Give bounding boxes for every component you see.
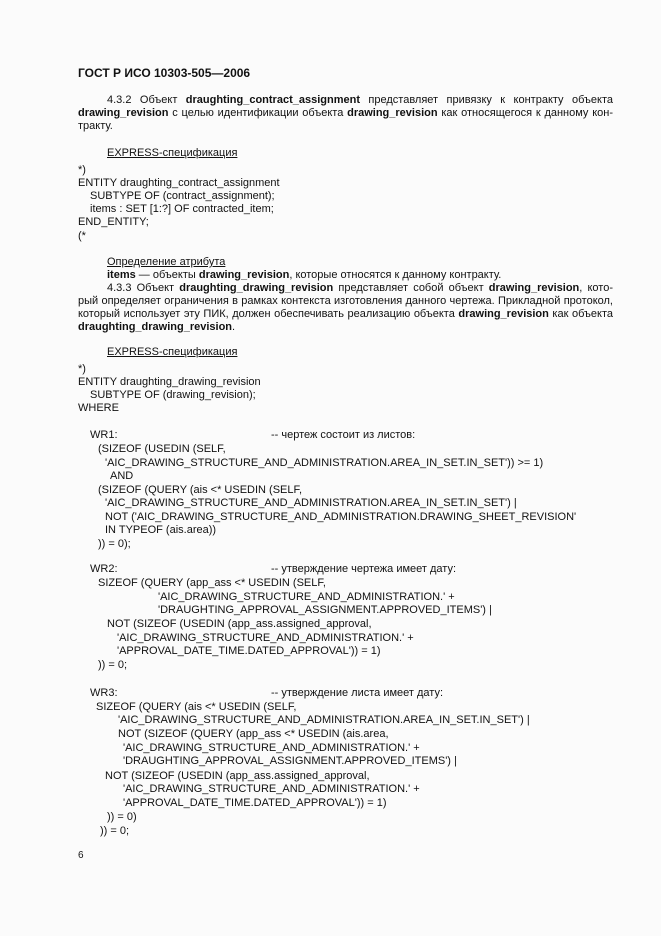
wr2-label: WR2: [90, 563, 118, 575]
code-line: 'AIC_DRAWING_STRUCTURE_AND_ADMINISTRATION.' + [123, 783, 420, 795]
code-line: IN TYPEOF (ais.area)) [105, 524, 217, 536]
code-line: (SIZEOF (USEDIN (SELF, [98, 443, 226, 455]
paragraph-4-3-2-line [78, 93, 613, 107]
code-line: 'AIC_DRAWING_STRUCTURE_AND_ADMINISTRATION.AREA_IN_SET.IN_SET') | [118, 714, 530, 726]
code-line: (SIZEOF (QUERY (ais <* USEDIN (SELF, [98, 484, 303, 496]
code-line: END_ENTITY; [78, 216, 149, 228]
text: , которые относятся к данному контракту. [289, 269, 502, 281]
code-line: ENTITY draughting_contract_assignment [78, 177, 280, 189]
text: который использует эту ПИК, должен обеспечивать реализацию объекта [78, 308, 459, 320]
entity-name: draughting_contract_assignment [185, 94, 360, 106]
code-line: 'AIC_DRAWING_STRUCTURE_AND_ADMINISTRATION.AREA_IN_SET.IN_SET')) >= 1) [105, 457, 544, 469]
code-line: 'DRAUGHTING_APPROVAL_ASSIGNMENT.APPROVED_ITEMS') | [158, 604, 492, 616]
code-line: NOT (SIZEOF (QUERY (app_ass <* USEDIN (ais.area, [118, 728, 389, 740]
code-line: items : SET [1:?] OF contracted_item; [90, 203, 274, 215]
text: — объекты [135, 269, 199, 281]
code-line: AND [110, 470, 134, 482]
code-line: SUBTYPE OF (drawing_revision); [90, 389, 256, 401]
code-line: SUBTYPE OF (contract_assignment); [90, 190, 275, 202]
code-line: NOT (SIZEOF (USEDIN (app_ass.assigned_approval, [105, 770, 370, 782]
code-line: 'AIC_DRAWING_STRUCTURE_AND_ADMINISTRATION.' + [117, 632, 414, 644]
wr3-label: WR3: [90, 687, 118, 699]
text: представляет собой объект [333, 282, 489, 294]
text: с целью идентификации объекта [168, 107, 348, 119]
code-line: SIZEOF (QUERY (ais <* USEDIN (SELF, [96, 701, 297, 713]
text: как относящегося к данному кон- [437, 107, 613, 119]
document-header: ГОСТ Р ИСО 10303-505—2006 [78, 66, 251, 80]
attribute-name: items [107, 269, 136, 281]
entity-name: drawing_revision [347, 107, 438, 119]
text: , кото- [579, 282, 613, 294]
wr1-comment: -- чертеж состоит из листов: [271, 429, 416, 441]
code-line: *) [78, 164, 86, 176]
text: 4.3.3 Объект [107, 282, 180, 294]
code-line: NOT (SIZEOF (USEDIN (app_ass.assigned_approval, [107, 618, 372, 630]
code-line: WHERE [78, 402, 119, 414]
code-line: NOT ('AIC_DRAWING_STRUCTURE_AND_ADMINISTRATION.DRAWING_SHEET_REVISION' [105, 511, 577, 523]
text: . [232, 321, 236, 333]
entity-name: drawing_revision [198, 269, 290, 281]
attribute-definition-heading: Определение атрибута [107, 256, 226, 268]
code-line: 'APPROVAL_DATE_TIME.DATED_APPROVAL')) = 1) [117, 645, 381, 657]
entity-name: drawing_revision [458, 308, 549, 320]
paragraph-4-3-2-line [78, 106, 613, 120]
entity-name: drawing_revision [78, 107, 169, 119]
paragraph-4-3-3-line [78, 320, 235, 334]
code-line: )) = 0; [100, 825, 130, 837]
code-line: 'APPROVAL_DATE_TIME.DATED_APPROVAL')) = 1) [123, 797, 387, 809]
text: представляет привязку к контракту объекта [359, 94, 613, 106]
text: как объекта [548, 308, 613, 320]
entity-name: draughting_drawing_revision [78, 321, 233, 333]
code-line: )) = 0); [98, 538, 131, 550]
code-line: ENTITY draughting_drawing_revision [78, 376, 261, 388]
code-line: 'AIC_DRAWING_STRUCTURE_AND_ADMINISTRATION.' + [123, 742, 420, 754]
code-line: )) = 0; [98, 659, 128, 671]
code-line: *) [78, 363, 86, 375]
code-line: 'DRAUGHTING_APPROVAL_ASSIGNMENT.APPROVED_ITEMS') | [123, 755, 457, 767]
paragraph-4-3-2-line: тракту. [78, 120, 113, 132]
wr1-label: WR1: [90, 429, 118, 441]
code-line: )) = 0) [107, 811, 137, 823]
text: 4.3.2 Объект [107, 94, 186, 106]
text: рый определяет ограничения в рамках контекста изготовления данного чертежа. Прикладной протокол, [78, 295, 613, 307]
attribute-definition [107, 268, 501, 282]
entity-name: drawing_revision [488, 282, 580, 294]
paragraph-4-3-3-line [78, 294, 613, 308]
page-number: 6 [78, 850, 84, 861]
code-line: SIZEOF (QUERY (app_ass <* USEDIN (SELF, [98, 577, 326, 589]
paragraph-4-3-3-line [78, 281, 613, 295]
paragraph-4-3-3-line [78, 307, 613, 321]
express-spec-heading: EXPRESS-спецификация [107, 346, 238, 358]
wr2-comment: -- утверждение чертежа имеет дату: [271, 563, 457, 575]
express-spec-heading: EXPRESS-спецификация [107, 147, 238, 159]
code-line: (* [78, 230, 86, 242]
wr3-comment: -- утверждение листа имеет дату: [271, 687, 443, 699]
entity-name: draughting_drawing_revision [179, 282, 334, 294]
code-line: 'AIC_DRAWING_STRUCTURE_AND_ADMINISTRATION.AREA_IN_SET.IN_SET') | [105, 497, 517, 509]
code-line: 'AIC_DRAWING_STRUCTURE_AND_ADMINISTRATION.' + [158, 591, 455, 603]
